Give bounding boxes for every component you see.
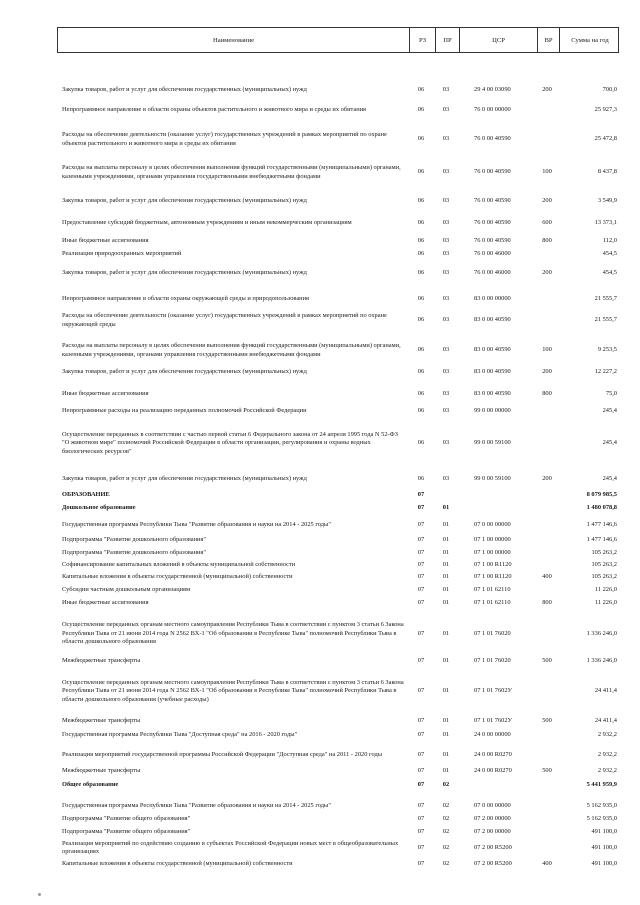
cell-sum: 245,4 (602, 475, 617, 483)
cell-vr: 500 (542, 717, 552, 725)
cell-sum: 245,4 (602, 439, 617, 447)
cell-vr: 200 (542, 475, 552, 483)
cell-sum: 5 441 959,9 (586, 781, 617, 789)
cell-csr: 07 2 00 00000 (474, 814, 511, 822)
cell-csr: 76 0 00 40590 (474, 219, 511, 227)
cell-rz: 06 (417, 390, 425, 398)
table-row (57, 196, 619, 207)
cell-vr (536, 520, 558, 531)
cell-sum: 454,5 (602, 269, 617, 277)
cell-csr: 07 1 01 62110 (474, 598, 511, 606)
cell-csr: 76 0 00 40590 (474, 197, 511, 205)
cell-rz: 07 (417, 844, 425, 852)
cell-pr: 03 (442, 86, 450, 94)
cell-vr: 200 (542, 86, 552, 94)
cell-name: Межбюджетные трансферты (62, 767, 141, 775)
cell-name: Общее образование (62, 781, 119, 789)
cell-sum: 112,0 (602, 236, 617, 244)
cell-csr: 83 0 00 40590 (474, 390, 511, 398)
cell-sum: 491 100,0 (591, 827, 617, 835)
cell-csr: 29 4 00 03090 (474, 86, 511, 94)
cell-name: Подпрограмма "Развитие дошкольного образования" (62, 548, 206, 556)
table-row (57, 85, 619, 96)
cell-rz: 07 (417, 731, 425, 739)
cell-vr: 800 (542, 390, 552, 398)
cell-vr (536, 840, 558, 857)
table-row (57, 268, 619, 279)
cell-rz: 07 (417, 860, 425, 868)
cell-name: Подпрограмма "Развитие общего образования" (62, 827, 191, 835)
header-pr: ПР (435, 28, 459, 52)
cell-sum: 105 263,2 (591, 572, 617, 580)
cell-rz: 07 (417, 802, 425, 810)
table-row (57, 429, 619, 458)
table-row (57, 766, 619, 777)
cell-pr: 03 (442, 168, 450, 176)
cell-pr: 01 (442, 598, 450, 606)
cell-csr: 76 0 00 40590 (474, 135, 511, 143)
cell-vr (536, 100, 558, 121)
cell-vr: 200 (542, 197, 552, 205)
cell-pr: 01 (442, 535, 450, 543)
cell-name: Закупка товаров, работ и услуг для обеспечения государственных (муниципальных) нужд (62, 269, 307, 277)
cell-rz: 07 (417, 767, 425, 775)
cell-pr: 02 (442, 781, 450, 789)
scan-mark (38, 893, 41, 896)
cell-name: Межбюджетные трансферты (62, 657, 141, 665)
cell-name: Иные бюджетные ассигнования (62, 598, 149, 606)
cell-pr: 03 (442, 249, 450, 257)
cell-vr (536, 780, 558, 791)
cell-name: Непрограммное направление в области охраны окружающей среды и природопользования (62, 295, 309, 303)
cell-pr: 03 (442, 269, 450, 277)
cell-sum: 25 927,3 (594, 106, 617, 114)
cell-rz: 06 (417, 168, 425, 176)
table-row (57, 827, 619, 837)
cell-csr: 83 0 00 40590 (474, 368, 511, 376)
cell-rz: 07 (417, 687, 425, 695)
cell-rz: 06 (417, 236, 425, 244)
cell-name: Иные бюджетные ассигнования (62, 236, 149, 244)
cell-name: Закупка товаров, работ и услуг для обеспечения государственных (муниципальных) нужд (62, 475, 307, 483)
table-row (57, 129, 619, 150)
cell-vr (536, 249, 558, 259)
cell-name: Капитальные вложения в объекты государственной (муниципальной) собственности (62, 860, 293, 868)
table-row (57, 535, 619, 545)
table-row (57, 158, 619, 187)
cell-sum: 24 411,4 (594, 717, 617, 725)
cell-rz: 07 (417, 657, 425, 665)
cell-sum: 5 162 935,0 (586, 814, 617, 822)
cell-name: Непрограммное направление в области охраны объектов растительного и животного мира и среды их обитания (62, 106, 366, 114)
table-row (57, 730, 619, 741)
cell-csr: 24 0 00 00000 (474, 731, 511, 739)
cell-vr: 400 (542, 572, 552, 580)
cell-sum: 3 549,9 (597, 197, 617, 205)
cell-sum: 21 555,7 (594, 295, 617, 303)
table-row (57, 336, 619, 365)
cell-csr: 83 0 00 40590 (474, 346, 511, 354)
cell-csr: 07 0 00 00000 (474, 521, 511, 529)
cell-vr: 600 (542, 219, 552, 227)
table-row (57, 675, 619, 708)
cell-pr: 01 (442, 687, 450, 695)
cell-vr: 500 (542, 767, 552, 775)
cell-csr: 07 1 01 62110 (474, 585, 511, 593)
cell-sum: 1 477 146,6 (586, 535, 617, 543)
table-row (57, 572, 619, 582)
cell-vr (536, 535, 558, 545)
cell-rz: 07 (417, 629, 425, 637)
cell-pr: 03 (442, 219, 450, 227)
cell-sum: 1 477 146,6 (586, 521, 617, 529)
cell-rz: 06 (417, 249, 425, 257)
cell-rz: 07 (417, 503, 425, 511)
cell-csr: 07 1 01 76020 (474, 657, 511, 665)
table-row (57, 236, 619, 246)
table-row (57, 249, 619, 259)
cell-pr: 03 (442, 390, 450, 398)
cell-rz: 06 (417, 106, 425, 114)
cell-pr: 01 (442, 751, 450, 759)
cell-csr: 07 0 00 00000 (474, 802, 511, 810)
cell-vr: 200 (542, 269, 552, 277)
cell-rz: 06 (417, 316, 425, 324)
cell-rz: 07 (417, 521, 425, 529)
cell-vr (536, 406, 558, 417)
cell-csr (458, 503, 536, 513)
table-row (57, 367, 619, 378)
cell-pr: 03 (442, 407, 450, 415)
cell-csr: 07 1 00 00000 (474, 535, 511, 543)
header-name: Наименование (212, 36, 255, 44)
cell-csr: 07 2 00 00000 (474, 827, 511, 835)
cell-pr: 02 (442, 860, 450, 868)
cell-vr: 800 (542, 598, 552, 606)
cell-pr: 01 (442, 560, 450, 568)
cell-name: Расходы на обеспечение деятельности (оказание услуг) государственных учреждений в рамках мероприятий по охране объектов растительного и животного мира и среды их обитания (62, 131, 387, 147)
cell-pr: 03 (442, 197, 450, 205)
cell-pr: 01 (442, 717, 450, 725)
header-rz: РЗ (409, 28, 435, 52)
cell-sum: 11 226,0 (594, 598, 617, 606)
cell-csr: 07 1 00 R1120 (474, 572, 512, 580)
cell-sum: 2 932,2 (597, 731, 617, 739)
cell-vr: 500 (542, 657, 552, 665)
cell-sum: 8 437,8 (597, 168, 617, 176)
cell-sum: 2 932,2 (597, 751, 617, 759)
cell-name: Предоставление субсидий бюджетным, автономным учреждениям и иным некоммерческим организациям (62, 219, 352, 227)
cell-csr: 76 0 00 46000 (474, 249, 511, 257)
table-row (57, 748, 619, 763)
table-row (57, 618, 619, 650)
cell-name: Осуществление переданных органам местного самоуправления Республики Тыва в соответствии с пунктом 3 статьи 6 Закона Республики Тыва от 21 июня 2014 года N 2562 ВХ-1 "Об образовании в Республике Тыва" полномочий Республики Тыва в области дошкольного образования (учебные расходы) (62, 678, 404, 703)
cell-name: Закупка товаров, работ и услуг для обеспечения государственных (муниципальных) нужд (62, 86, 307, 94)
cell-sum: 1 336 246,0 (586, 629, 617, 637)
cell-rz: 06 (417, 86, 425, 94)
cell-csr: 07 1 00 00000 (474, 548, 511, 556)
cell-name: Реализация природоохранных мероприятий (62, 249, 182, 257)
cell-pr: 01 (442, 585, 450, 593)
cell-pr: 01 (442, 503, 450, 511)
cell-name: Реализация мероприятий по содействию созданию в субъектах Российской Федерации новых мест в общеобразовательных организациях (62, 840, 399, 856)
cell-sum: 13 373,1 (594, 219, 617, 227)
cell-pr: 03 (442, 135, 450, 143)
cell-csr: 07 2 00 R5200 (474, 844, 512, 852)
cell-name: Субсидии частным дошкольным организациям (62, 585, 191, 593)
cell-name: Государственная программа Республики Тыва "Развитие образования и науки на 2014 - 2025 годы" (62, 802, 331, 810)
cell-vr (536, 548, 558, 558)
cell-name: Дошкольное образование (62, 503, 136, 511)
cell-sum: 245,4 (602, 407, 617, 415)
table-row (57, 474, 619, 485)
cell-vr (536, 814, 558, 824)
table-row (57, 520, 619, 531)
cell-pr: 03 (442, 439, 450, 447)
table-row (57, 548, 619, 558)
cell-sum: 75,0 (605, 390, 617, 398)
table-row (57, 598, 619, 608)
cell-rz: 07 (417, 598, 425, 606)
cell-name: Межбюджетные трансферты (62, 717, 141, 725)
cell-rz: 06 (417, 439, 425, 447)
cell-rz: 06 (417, 295, 425, 303)
header-csr: ЦСР (459, 28, 537, 52)
cell-name: Подпрограмма "Развитие дошкольного образования" (62, 535, 206, 543)
table-row (57, 716, 619, 727)
cell-name: Расходы на выплаты персоналу в целях обеспечения выполнения функций государственными (муниципальными) органами, казенными учреждениями, органами управления государственными внебюджетными фондами (62, 164, 401, 180)
table-row (57, 780, 619, 791)
table-row (57, 840, 619, 855)
cell-rz: 06 (417, 346, 425, 354)
table-header (57, 27, 619, 53)
cell-sum: 491 100,0 (591, 844, 617, 852)
cell-rz: 07 (417, 814, 425, 822)
cell-sum: 25 472,8 (594, 135, 617, 143)
cell-name: Подпрограмма "Развитие общего образования" (62, 814, 191, 822)
cell-csr: 24 0 00 R0270 (474, 751, 512, 759)
cell-sum: 5 162 935,0 (586, 802, 617, 810)
cell-sum: 11 226,0 (594, 585, 617, 593)
cell-rz: 07 (417, 548, 425, 556)
table-row (57, 310, 619, 331)
cell-pr: 01 (442, 521, 450, 529)
cell-pr: 01 (442, 657, 450, 665)
cell-rz: 07 (417, 827, 425, 835)
cell-vr: 100 (542, 168, 552, 176)
cell-sum: 9 253,5 (597, 346, 617, 354)
cell-vr (536, 585, 558, 595)
table-row (57, 490, 619, 500)
table-row (57, 389, 619, 400)
cell-rz: 06 (417, 475, 425, 483)
cell-vr: 200 (542, 368, 552, 376)
cell-rz: 06 (417, 368, 425, 376)
cell-rz: 06 (417, 219, 425, 227)
cell-pr: 01 (442, 629, 450, 637)
budget-document (57, 27, 619, 868)
cell-name: Закупка товаров, работ и услуг для обеспечения государственных (муниципальных) нужд (62, 368, 307, 376)
cell-sum: 491 100,0 (591, 860, 617, 868)
table-row (57, 503, 619, 513)
cell-vr: 800 (542, 236, 552, 244)
cell-rz: 07 (417, 490, 425, 498)
cell-csr: 99 0 00 59100 (474, 475, 511, 483)
table-row (57, 814, 619, 824)
cell-sum: 21 555,7 (594, 316, 617, 324)
cell-rz: 07 (417, 572, 425, 580)
cell-pr: 03 (442, 475, 450, 483)
table-row (57, 585, 619, 595)
cell-sum: 12 227,2 (594, 368, 617, 376)
table-row (57, 406, 619, 417)
cell-pr: 01 (442, 767, 450, 775)
cell-csr: 83 0 00 40590 (474, 316, 511, 324)
cell-vr (536, 730, 558, 741)
cell-name: Государственная программа Республики Тыва "Доступная среда" на 2016 - 2020 годы" (62, 731, 298, 739)
cell-name: Расходы на выплаты персоналу в целях обеспечения выполнения функций государственными (муниципальными) органами, казенными учреждениями, органами управления государственными внебюджетными фондами (62, 342, 401, 358)
table-row (57, 859, 619, 870)
cell-csr (458, 780, 536, 791)
cell-pr: 03 (442, 346, 450, 354)
cell-vr (536, 748, 558, 763)
cell-csr: 07 1 01 76020 (474, 629, 511, 637)
cell-csr: 99 0 00 00000 (474, 407, 511, 415)
table-row (57, 560, 619, 570)
cell-name: Государственная программа Республики Тыва "Развитие образования и науки на 2014 - 2025 годы" (62, 521, 331, 529)
cell-pr: 02 (442, 844, 450, 852)
table-row (57, 656, 619, 667)
cell-name: Капитальные вложения в объекты государственной (муниципальной) собственности (62, 572, 293, 580)
cell-pr: 02 (442, 814, 450, 822)
cell-rz: 07 (417, 535, 425, 543)
cell-vr (536, 618, 558, 650)
cell-sum: 2 932,2 (597, 767, 617, 775)
cell-pr: 02 (442, 802, 450, 810)
cell-csr: 07 1 01 7602У (474, 717, 513, 725)
cell-sum: 700,0 (602, 86, 617, 94)
cell-rz: 06 (417, 197, 425, 205)
cell-vr (536, 560, 558, 570)
cell-name: ОБРАЗОВАНИЕ (62, 490, 110, 498)
cell-csr: 07 1 00 R1120 (474, 560, 512, 568)
cell-name: Реализация мероприятий государственной программы Российской Федерации "Доступная среда" на 2011 - 2020 годы (62, 751, 383, 759)
cell-pr: 01 (442, 548, 450, 556)
cell-csr: 07 2 00 R5200 (474, 860, 512, 868)
cell-name: Непрограммные расходы на реализацию переданных полномочий Российской Федерации (62, 407, 307, 415)
cell-pr: 02 (442, 827, 450, 835)
cell-sum: 1 336 246,0 (586, 657, 617, 665)
header-sum: Сумма на год (559, 28, 620, 52)
cell-pr: 03 (442, 316, 450, 324)
cell-csr: 76 0 00 40590 (474, 168, 511, 176)
cell-vr (536, 429, 558, 458)
cell-rz: 07 (417, 717, 425, 725)
header-vr: ВР (537, 28, 559, 52)
cell-rz: 07 (417, 585, 425, 593)
cell-vr (536, 490, 558, 500)
cell-csr: 99 0 00 59100 (474, 439, 511, 447)
cell-pr: 03 (442, 236, 450, 244)
cell-sum: 105 263,2 (591, 548, 617, 556)
cell-csr: 83 0 00 00000 (474, 295, 511, 303)
cell-csr: 24 0 00 R0270 (474, 767, 512, 775)
table-row (57, 294, 619, 305)
cell-csr: 76 0 00 46000 (474, 269, 511, 277)
table-row (57, 100, 619, 121)
cell-pr: 03 (442, 368, 450, 376)
cell-csr: 07 1 01 7602У (474, 687, 513, 695)
table-row (57, 216, 619, 231)
cell-vr (536, 675, 558, 708)
cell-rz: 06 (417, 135, 425, 143)
cell-name: Закупка товаров, работ и услуг для обеспечения государственных (муниципальных) нужд (62, 197, 307, 205)
cell-sum: 454,5 (602, 249, 617, 257)
cell-sum: 1 480 078,8 (586, 503, 617, 511)
cell-rz: 06 (417, 407, 425, 415)
cell-pr: 03 (442, 106, 450, 114)
cell-name: Иные бюджетные ассигнования (62, 390, 149, 398)
cell-name: Осуществление переданных в соответствии с частью первой статьи 6 Федерального закона от 24 апреля 1995 года N 52-ФЗ "О животном мире" полномочий Российской Федерации в области организации, регулирования и охраны водных биологических ресурсов" (62, 430, 398, 455)
cell-vr (536, 503, 558, 513)
cell-vr (536, 294, 558, 305)
cell-vr: 400 (542, 860, 552, 868)
cell-csr (458, 490, 536, 500)
cell-rz: 06 (417, 269, 425, 277)
cell-rz: 07 (417, 781, 425, 789)
cell-name: Софинансирование капитальных вложений в объекты муниципальной собственности (62, 560, 296, 568)
cell-rz: 07 (417, 751, 425, 759)
cell-sum: 8 079 985,5 (586, 490, 617, 498)
cell-sum: 24 411,4 (594, 687, 617, 695)
cell-csr: 76 0 00 00000 (474, 106, 511, 114)
cell-pr (434, 490, 458, 500)
cell-vr: 100 (542, 346, 552, 354)
cell-name: Осуществление переданных органам местного самоуправления Республики Тыва в соответствии с пунктом 3 статьи 6 Закона Республики Тыва от 21 июня 2014 года N 2562 ВХ-1 "Об образовании в Республике Тыва" полномочий Республики Тыва в области дошкольного образования (62, 621, 404, 646)
cell-pr: 03 (442, 295, 450, 303)
cell-vr (536, 129, 558, 150)
cell-pr: 01 (442, 731, 450, 739)
cell-sum: 105 263,2 (591, 560, 617, 568)
table-row (57, 801, 619, 812)
cell-csr: 76 0 00 40590 (474, 236, 511, 244)
cell-vr (536, 827, 558, 837)
cell-rz: 07 (417, 560, 425, 568)
cell-vr (536, 310, 558, 331)
cell-name: Расходы на обеспечение деятельности (оказание услуг) государственных учреждений в рамках мероприятий по охране окружающей среды (62, 312, 387, 328)
cell-pr: 01 (442, 572, 450, 580)
cell-vr (536, 801, 558, 812)
